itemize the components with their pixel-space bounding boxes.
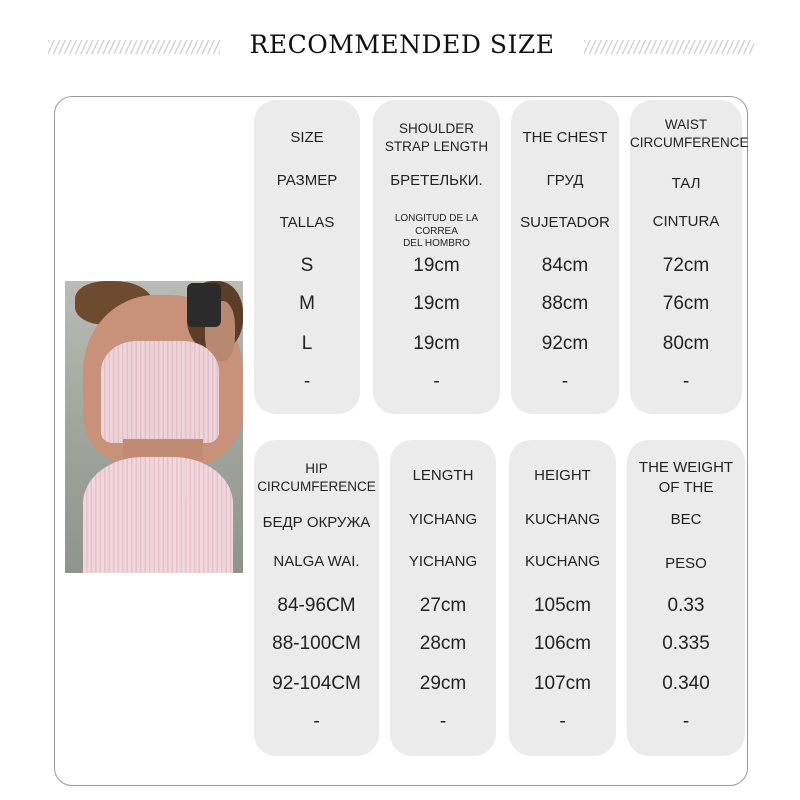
- column-label: SHOULDER STRAP LENGTH: [384, 121, 489, 154]
- column-label: BEC: [670, 511, 702, 528]
- product-photo: [65, 281, 243, 573]
- column-value: 27cm: [419, 595, 467, 616]
- column-label: HIP CIRCUMFERENCE: [257, 461, 376, 494]
- column-label: SIZE: [290, 129, 324, 146]
- column-value: 72cm: [662, 255, 710, 276]
- column-label: HEIGHT: [534, 467, 591, 484]
- column-value: 29cm: [419, 673, 467, 694]
- column-label: PESO: [665, 555, 707, 572]
- column-value: 106cm: [533, 633, 592, 654]
- column-value: -: [559, 711, 566, 732]
- size-column-hip-circumference: [254, 440, 379, 756]
- size-column-length: [390, 440, 496, 756]
- column-value: 0.335: [662, 633, 710, 654]
- column-label: CINTURA: [652, 213, 720, 230]
- column-label: ТАЛ: [671, 175, 701, 192]
- decorative-hatch-right: [584, 40, 754, 54]
- column-value: 88-100CM: [272, 633, 361, 654]
- column-value: 84cm: [541, 255, 589, 276]
- column-label: SUJETADOR: [520, 214, 610, 231]
- column-label: БРЕТЕЛЬКИ.: [390, 172, 483, 189]
- column-value: -: [682, 711, 690, 732]
- column-label: РАЗМЕР: [276, 172, 338, 189]
- page-title: RECOMMENDED SIZE: [249, 30, 555, 59]
- column-label: YICHANG: [408, 553, 478, 570]
- column-value: -: [439, 711, 447, 732]
- header: [0, 28, 800, 68]
- column-value: 19cm: [413, 333, 460, 354]
- column-value: 0.340: [662, 673, 710, 694]
- column-value: 105cm: [533, 595, 592, 616]
- column-value: S: [300, 255, 314, 276]
- decorative-hatch-left: [48, 40, 220, 54]
- column-value: 88cm: [541, 293, 589, 314]
- column-label: KUCHANG: [524, 511, 600, 528]
- column-value: 84-96CM: [277, 595, 356, 616]
- column-value: -: [303, 371, 311, 392]
- size-column-size: [254, 100, 360, 414]
- column-value: -: [313, 711, 320, 732]
- size-column-weight: [627, 440, 745, 756]
- column-value: 19cm: [413, 293, 460, 314]
- size-column-shoulder-strap-length: [373, 100, 500, 414]
- column-value: 28cm: [419, 633, 467, 654]
- column-value: 80cm: [662, 333, 710, 354]
- size-column-height: [509, 440, 616, 756]
- column-label: LENGTH: [412, 467, 474, 484]
- column-label: LONGITUD DE LA CORREA DEL HOMBRO: [394, 213, 479, 249]
- column-label: THE WEIGHT OF THE: [638, 459, 734, 496]
- column-label: БЕДР ОКРУЖА: [262, 514, 371, 531]
- column-value: 107cm: [533, 673, 592, 694]
- column-value: 92-104CM: [272, 673, 361, 694]
- column-value: -: [682, 371, 690, 392]
- column-value: 0.33: [667, 595, 705, 616]
- column-value: -: [433, 371, 440, 392]
- column-label: WAIST CIRCUMFERENCE: [630, 117, 749, 150]
- column-value: 92cm: [541, 333, 589, 354]
- column-label: NALGA WAI.: [273, 553, 360, 570]
- column-label: ГРУД: [546, 172, 584, 189]
- column-label: YICHANG: [408, 511, 478, 528]
- column-value: -: [561, 371, 569, 392]
- size-column-waist-circumference: [630, 100, 749, 414]
- column-value: L: [301, 333, 313, 354]
- column-label: TALLAS: [279, 214, 335, 231]
- column-label: KUCHANG: [524, 553, 600, 570]
- column-value: 76cm: [662, 293, 710, 314]
- column-value: M: [299, 293, 315, 314]
- size-column-chest: [511, 100, 619, 414]
- column-value: 19cm: [413, 255, 460, 276]
- column-label: THE CHEST: [522, 129, 608, 146]
